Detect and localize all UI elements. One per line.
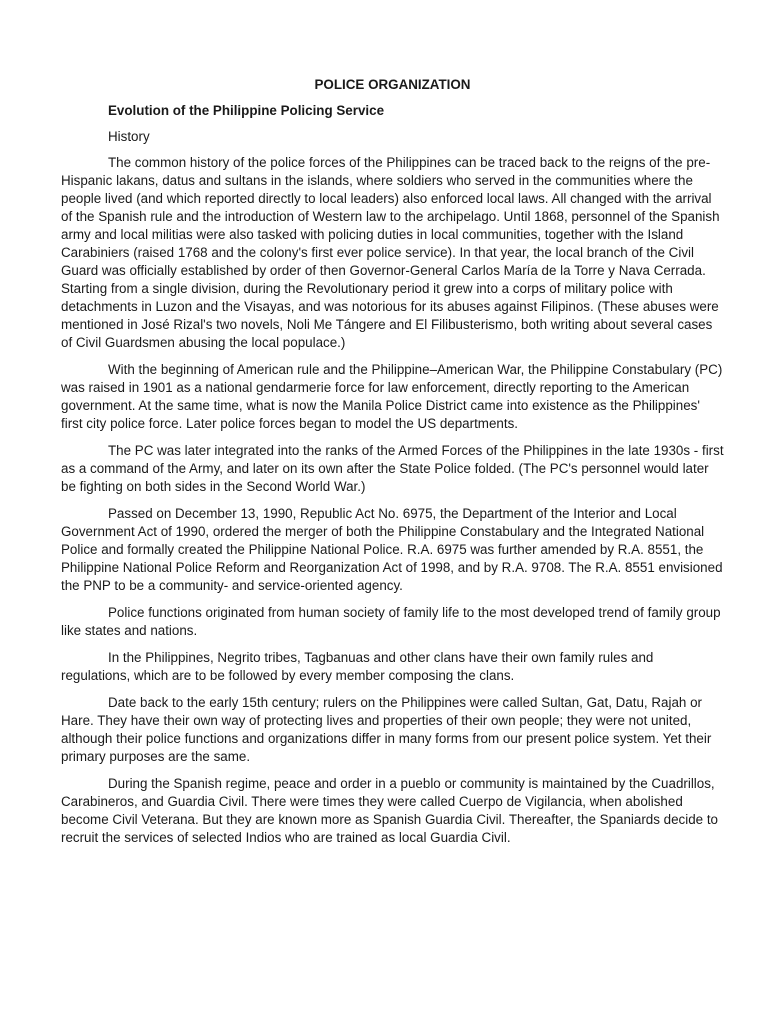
paragraph-15th-century: Date back to the early 15th century; rulers on the Philippines were called Sultan, Gat, Datu, Rajah or Hare. They have their own way of protecting lives and properties of their own people; they were not united, although their police functions and organizations differ in many forms from our present police system. Yet their primary purposes are the same. bbox=[61, 695, 712, 764]
paragraph-police-functions: Police functions originated from human society of family life to the most developed trend of family group like states and nations. bbox=[61, 605, 721, 638]
document-subtitle: Evolution of the Philippine Policing Service bbox=[108, 103, 385, 118]
paragraph-ra-6975: Passed on December 13, 1990, Republic Act No. 6975, the Department of the Interior and Local Government Act of 1990, ordered the merger of both the Philippine Constabulary and the Integrated National Police and formally created the Philippine National Police. R.A. 6975 was further amended by R.A. 8551, the Philippine National Police Reform and Reorganization Act of 1998, and by R.A. 9708. The R.A. 8551 envisioned the PNP to be a community- and service-oriented agency. bbox=[61, 506, 723, 593]
paragraph-pc-integration: The PC was later integrated into the ranks of the Armed Forces of the Philippines in the late 1930s - first as a command of the Army, and later on its own after the State Police folded. (The PC's personnel would later be fighting on both sides in the Second World War.) bbox=[61, 443, 724, 494]
document-title: POLICE ORGANIZATION bbox=[314, 77, 471, 92]
paragraph-american-rule: With the beginning of American rule and the Philippine–American War, the Philippine Constabulary (PC) was raised in 1901 as a national gendarmerie force for law enforcement, directly reporting to the American government. At the same time, what is now the Manila Police District came into existence as the Philippines' first city police force. Later police forces began to model the US departments. bbox=[61, 362, 723, 431]
paragraph-history-origins: The common history of the police forces of the Philippines can be traced back to the reigns of the pre-Hispanic lakans, datus and sultans in the islands, where soldiers who served in the communities where the people lived (and which reported directly to local leaders) also enforced local laws. All changed with the arrival of the Spanish rule and the introduction of Western law to the archipelago. Until 1868, personnel of the Spanish army and local militias were also tasked with policing duties in local communities, together with the Island Carabiniers (raised 1768 and the colony's first ever police service). In that year, the local branch of the Civil Guard was officially established by order of then Governor-General Carlos María de la Torre y Nava Cerrada. Starting from a single division, during the Revolutionary period it grew into a corps of military police with detachments in Luzon and the Visayas, and was notorious for its abuses against Filipinos. (These abuses were mentioned in José Rizal's two novels, Noli Me Tángere and El Filibusterismo, both writing about several cases of Civil Guardsmen abusing the local populace.) bbox=[61, 155, 720, 350]
paragraph-tribes-clans: In the Philippines, Negrito tribes, Tagbanuas and other clans have their own family rules and regulations, which are to be followed by every member composing the clans. bbox=[61, 650, 654, 683]
section-heading: History bbox=[108, 129, 150, 144]
paragraph-spanish-regime: During the Spanish regime, peace and order in a pueblo or community is maintained by the Cuadrillos, Carabineros, and Guardia Civil. There were times they were called Cuerpo de Vigilancia, when abolished become Civil Veterana. But they are known more as Spanish Guardia Civil. Thereafter, the Spaniards decide to recruit the services of selected Indios who are trained as local Guardia Civil. bbox=[61, 776, 718, 845]
